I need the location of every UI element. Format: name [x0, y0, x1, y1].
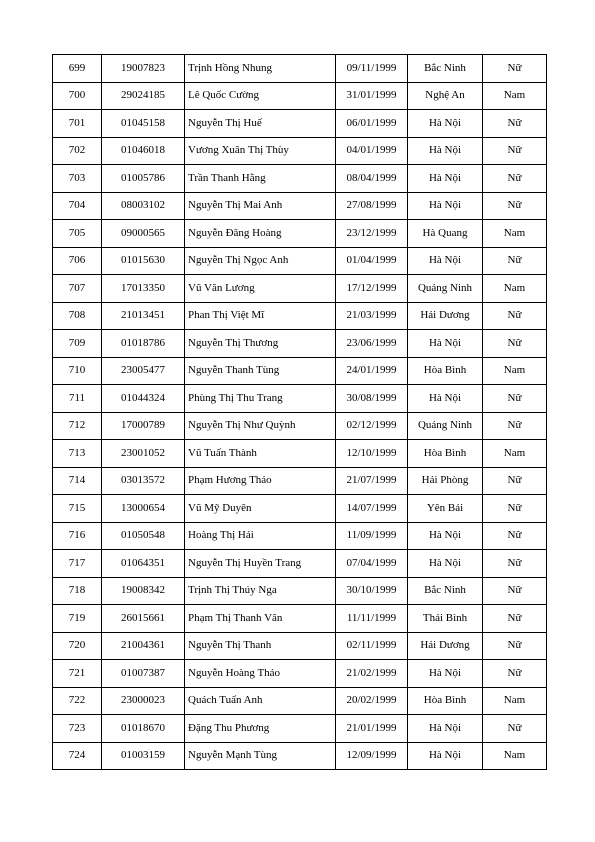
full-name-cell: Nguyễn Thị Thương — [185, 330, 336, 358]
birth-date-cell: 12/09/1999 — [336, 742, 408, 770]
full-name-cell: Nguyễn Đăng Hoàng — [185, 220, 336, 248]
row-number-cell: 714 — [53, 467, 102, 495]
birth-date-cell: 21/02/1999 — [336, 660, 408, 688]
student-id-cell: 09000565 — [102, 220, 185, 248]
row-number-cell: 718 — [53, 577, 102, 605]
province-cell: Hà Nội — [408, 137, 483, 165]
gender-cell: Nữ — [483, 192, 547, 220]
birth-date-cell: 23/12/1999 — [336, 220, 408, 248]
birth-date-cell: 01/04/1999 — [336, 247, 408, 275]
gender-cell: Nữ — [483, 577, 547, 605]
gender-cell: Nữ — [483, 302, 547, 330]
province-cell: Hà Nội — [408, 192, 483, 220]
province-cell: Bắc Ninh — [408, 55, 483, 83]
gender-cell: Nữ — [483, 330, 547, 358]
row-number-cell: 717 — [53, 550, 102, 578]
birth-date-cell: 21/01/1999 — [336, 715, 408, 743]
birth-date-cell: 02/12/1999 — [336, 412, 408, 440]
full-name-cell: Hoàng Thị Hải — [185, 522, 336, 550]
birth-date-cell: 02/11/1999 — [336, 632, 408, 660]
table-row — [53, 302, 547, 330]
row-number-cell: 702 — [53, 137, 102, 165]
province-cell: Hà Nội — [408, 165, 483, 193]
province-cell: Hà Nội — [408, 742, 483, 770]
gender-cell: Nam — [483, 220, 547, 248]
row-number-cell: 711 — [53, 385, 102, 413]
table-row — [53, 632, 547, 660]
row-number-cell: 707 — [53, 275, 102, 303]
student-id-cell: 08003102 — [102, 192, 185, 220]
full-name-cell: Nguyễn Thị Mai Anh — [185, 192, 336, 220]
province-cell: Quảng Ninh — [408, 412, 483, 440]
student-id-cell: 03013572 — [102, 467, 185, 495]
province-cell: Bắc Ninh — [408, 577, 483, 605]
birth-date-cell: 11/09/1999 — [336, 522, 408, 550]
table-row — [53, 467, 547, 495]
row-number-cell: 715 — [53, 495, 102, 523]
row-number-cell: 699 — [53, 55, 102, 83]
table-row — [53, 137, 547, 165]
gender-cell: Nữ — [483, 550, 547, 578]
gender-cell: Nam — [483, 357, 547, 385]
full-name-cell: Nguyễn Thanh Tùng — [185, 357, 336, 385]
full-name-cell: Nguyễn Thị Huế — [185, 110, 336, 138]
student-id-cell: 17013350 — [102, 275, 185, 303]
province-cell: Hà Nội — [408, 715, 483, 743]
student-id-cell: 01007387 — [102, 660, 185, 688]
table-row — [53, 522, 547, 550]
row-number-cell: 705 — [53, 220, 102, 248]
student-id-cell: 21004361 — [102, 632, 185, 660]
gender-cell: Nữ — [483, 495, 547, 523]
row-number-cell: 700 — [53, 82, 102, 110]
table-row — [53, 715, 547, 743]
full-name-cell: Trịnh Hồng Nhung — [185, 55, 336, 83]
records-table-body — [53, 55, 547, 770]
gender-cell: Nữ — [483, 605, 547, 633]
row-number-cell: 723 — [53, 715, 102, 743]
records-table — [52, 54, 547, 770]
birth-date-cell: 23/06/1999 — [336, 330, 408, 358]
full-name-cell: Đặng Thu Phương — [185, 715, 336, 743]
student-id-cell: 26015661 — [102, 605, 185, 633]
student-id-cell: 01018670 — [102, 715, 185, 743]
table-row — [53, 550, 547, 578]
table-row — [53, 330, 547, 358]
province-cell: Quảng Ninh — [408, 275, 483, 303]
gender-cell: Nữ — [483, 632, 547, 660]
gender-cell: Nam — [483, 82, 547, 110]
gender-cell: Nữ — [483, 385, 547, 413]
gender-cell: Nữ — [483, 715, 547, 743]
table-row — [53, 275, 547, 303]
birth-date-cell: 17/12/1999 — [336, 275, 408, 303]
student-id-cell: 01005786 — [102, 165, 185, 193]
birth-date-cell: 20/02/1999 — [336, 687, 408, 715]
birth-date-cell: 07/04/1999 — [336, 550, 408, 578]
full-name-cell: Quách Tuấn Anh — [185, 687, 336, 715]
birth-date-cell: 30/10/1999 — [336, 577, 408, 605]
student-id-cell: 01046018 — [102, 137, 185, 165]
table-row — [53, 742, 547, 770]
full-name-cell: Phạm Hương Thảo — [185, 467, 336, 495]
province-cell: Hà Nội — [408, 522, 483, 550]
row-number-cell: 720 — [53, 632, 102, 660]
full-name-cell: Nguyễn Thị Thanh — [185, 632, 336, 660]
province-cell: Hải Dương — [408, 302, 483, 330]
table-row — [53, 82, 547, 110]
row-number-cell: 713 — [53, 440, 102, 468]
full-name-cell: Lê Quốc Cường — [185, 82, 336, 110]
gender-cell: Nữ — [483, 110, 547, 138]
full-name-cell: Phan Thị Việt Mĩ — [185, 302, 336, 330]
student-id-cell: 23001052 — [102, 440, 185, 468]
gender-cell: Nam — [483, 440, 547, 468]
student-id-cell: 01050548 — [102, 522, 185, 550]
province-cell: Hà Nội — [408, 110, 483, 138]
gender-cell: Nữ — [483, 247, 547, 275]
full-name-cell: Phùng Thị Thu Trang — [185, 385, 336, 413]
province-cell: Hà Quang — [408, 220, 483, 248]
row-number-cell: 721 — [53, 660, 102, 688]
table-row — [53, 687, 547, 715]
row-number-cell: 703 — [53, 165, 102, 193]
full-name-cell: Trịnh Thị Thúy Nga — [185, 577, 336, 605]
row-number-cell: 724 — [53, 742, 102, 770]
row-number-cell: 701 — [53, 110, 102, 138]
row-number-cell: 706 — [53, 247, 102, 275]
table-row — [53, 247, 547, 275]
birth-date-cell: 14/07/1999 — [336, 495, 408, 523]
student-id-cell: 01044324 — [102, 385, 185, 413]
student-id-cell: 17000789 — [102, 412, 185, 440]
student-id-cell: 01064351 — [102, 550, 185, 578]
table-row — [53, 660, 547, 688]
full-name-cell: Vũ Tuấn Thành — [185, 440, 336, 468]
student-id-cell: 21013451 — [102, 302, 185, 330]
full-name-cell: Trần Thanh Hằng — [185, 165, 336, 193]
birth-date-cell: 12/10/1999 — [336, 440, 408, 468]
province-cell: Hòa Bình — [408, 687, 483, 715]
birth-date-cell: 27/08/1999 — [336, 192, 408, 220]
full-name-cell: Phạm Thị Thanh Vân — [185, 605, 336, 633]
student-id-cell: 01018786 — [102, 330, 185, 358]
student-id-cell: 13000654 — [102, 495, 185, 523]
full-name-cell: Nguyễn Hoàng Thảo — [185, 660, 336, 688]
province-cell: Hà Nội — [408, 660, 483, 688]
table-row — [53, 577, 547, 605]
birth-date-cell: 24/01/1999 — [336, 357, 408, 385]
province-cell: Thái Bình — [408, 605, 483, 633]
birth-date-cell: 21/03/1999 — [336, 302, 408, 330]
row-number-cell: 708 — [53, 302, 102, 330]
gender-cell: Nữ — [483, 467, 547, 495]
gender-cell: Nữ — [483, 522, 547, 550]
province-cell: Hải Dương — [408, 632, 483, 660]
row-number-cell: 704 — [53, 192, 102, 220]
row-number-cell: 712 — [53, 412, 102, 440]
row-number-cell: 710 — [53, 357, 102, 385]
gender-cell: Nam — [483, 687, 547, 715]
birth-date-cell: 31/01/1999 — [336, 82, 408, 110]
student-id-cell: 29024185 — [102, 82, 185, 110]
student-id-cell: 19008342 — [102, 577, 185, 605]
table-row — [53, 385, 547, 413]
gender-cell: Nữ — [483, 165, 547, 193]
full-name-cell: Nguyễn Thị Như Quỳnh — [185, 412, 336, 440]
table-row — [53, 55, 547, 83]
birth-date-cell: 30/08/1999 — [336, 385, 408, 413]
table-row — [53, 165, 547, 193]
table-row — [53, 220, 547, 248]
student-id-cell: 01045158 — [102, 110, 185, 138]
row-number-cell: 719 — [53, 605, 102, 633]
table-row — [53, 605, 547, 633]
gender-cell: Nữ — [483, 55, 547, 83]
gender-cell: Nam — [483, 275, 547, 303]
table-row — [53, 440, 547, 468]
student-id-cell: 23000023 — [102, 687, 185, 715]
full-name-cell: Nguyễn Thị Ngọc Anh — [185, 247, 336, 275]
row-number-cell: 722 — [53, 687, 102, 715]
full-name-cell: Nguyễn Thị Huyền Trang — [185, 550, 336, 578]
full-name-cell: Vương Xuân Thị Thùy — [185, 137, 336, 165]
province-cell: Hải Phòng — [408, 467, 483, 495]
table-row — [53, 412, 547, 440]
row-number-cell: 716 — [53, 522, 102, 550]
province-cell: Hòa Bình — [408, 357, 483, 385]
gender-cell: Nữ — [483, 660, 547, 688]
gender-cell: Nữ — [483, 137, 547, 165]
province-cell: Hà Nội — [408, 550, 483, 578]
birth-date-cell: 06/01/1999 — [336, 110, 408, 138]
birth-date-cell: 08/04/1999 — [336, 165, 408, 193]
province-cell: Hà Nội — [408, 385, 483, 413]
birth-date-cell: 21/07/1999 — [336, 467, 408, 495]
birth-date-cell: 11/11/1999 — [336, 605, 408, 633]
full-name-cell: Vũ Văn Lương — [185, 275, 336, 303]
province-cell: Hà Nội — [408, 247, 483, 275]
gender-cell: Nữ — [483, 412, 547, 440]
student-id-cell: 01015630 — [102, 247, 185, 275]
student-id-cell: 01003159 — [102, 742, 185, 770]
birth-date-cell: 04/01/1999 — [336, 137, 408, 165]
gender-cell: Nam — [483, 742, 547, 770]
province-cell: Yên Bái — [408, 495, 483, 523]
student-id-cell: 23005477 — [102, 357, 185, 385]
table-row — [53, 357, 547, 385]
row-number-cell: 709 — [53, 330, 102, 358]
full-name-cell: Nguyễn Mạnh Tùng — [185, 742, 336, 770]
table-row — [53, 192, 547, 220]
table-row — [53, 495, 547, 523]
birth-date-cell: 09/11/1999 — [336, 55, 408, 83]
province-cell: Hòa Bình — [408, 440, 483, 468]
province-cell: Hà Nội — [408, 330, 483, 358]
student-id-cell: 19007823 — [102, 55, 185, 83]
full-name-cell: Vũ Mỹ Duyên — [185, 495, 336, 523]
province-cell: Nghệ An — [408, 82, 483, 110]
table-row — [53, 110, 547, 138]
